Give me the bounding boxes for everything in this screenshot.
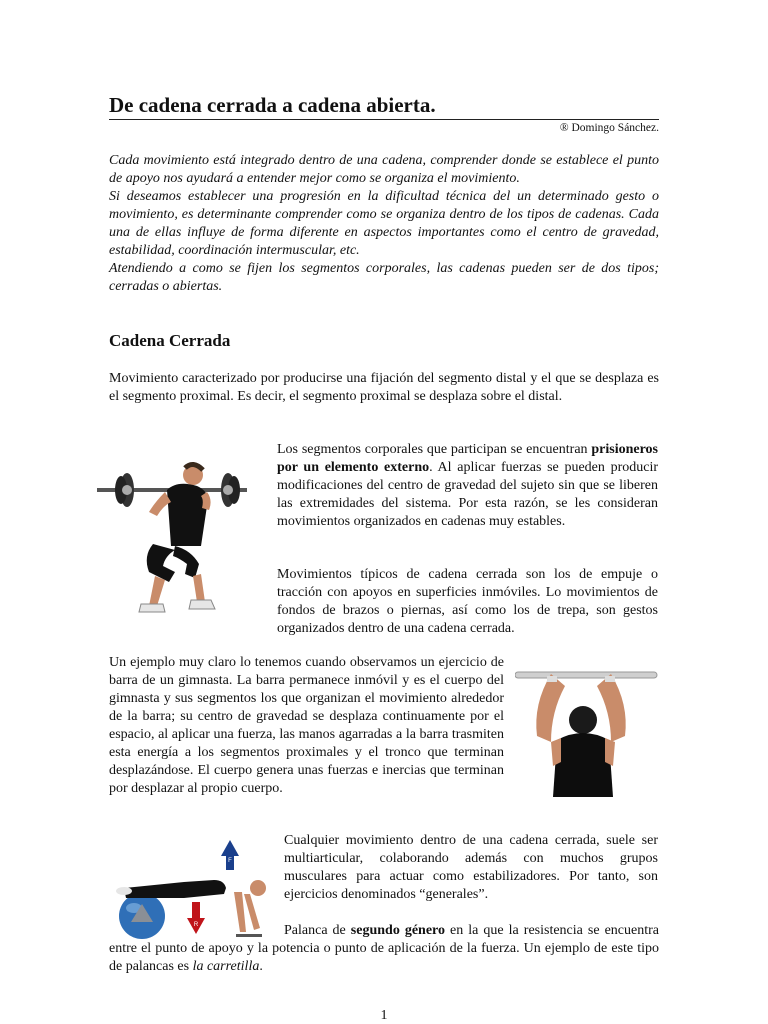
paragraph-text: en la que la resistencia se encuentra entre el punto de apoyo y la potencia o punto de aplicación de la fuerza. Un ejemplo de este tipo de palancas es [109, 923, 659, 974]
bar-hang-photo [515, 662, 660, 797]
paragraph-typical-movements: Movimientos típicos de cadena cerrada son los de empuje o tracción con apoyos en superficies inmóviles. Lo movimientos de fondos de brazos o piernas, así como los de trepa, son gestos organizados dentro de una cadena cerrada. [277, 567, 658, 636]
italic-phrase: la carretilla [192, 959, 260, 974]
paragraph-text: Palanca de [284, 923, 351, 938]
barbell-squat-illustration [95, 458, 250, 628]
barbell-squat-photo [95, 458, 250, 628]
arrow-down-label: R [193, 922, 199, 928]
document-title: De cadena cerrada a cadena abierta. [109, 93, 436, 117]
paragraph-gymnast-example: Un ejemplo muy claro lo tenemos cuando observamos un ejercicio de barra de un gimnasta. La barra permanece inmóvil y es el cuerpo del gimnasta y sus segmentos los que organizan el movimiento alrededor de la barra; su centro de gravedad se desplaza continuamente por el espacio, al aplicar una fuerza, las manos agarradas a la barra trasmiten esta energía a los segmentos proximales y el tronco que terminan desplazándose. El cuerpo genera unas fuerzas e inercias que terminan por desplazar al propio cuerpo. [109, 655, 504, 796]
paragraph-multiarticular: Cualquier movimiento dentro de una cadena cerrada, suele ser multiarticular, colaborando además con muchos grupos musculares para actuar como estabilizadores. Por tanto, son ejercicios denominados “generales”. [284, 833, 658, 902]
bold-phrase: prisioneros por un elemento externo [277, 442, 658, 475]
arrow-up-icon [221, 840, 239, 870]
paragraph-lever [109, 922, 659, 976]
paragraph-text: Los segmentos corporales que participan se encuentran [277, 442, 592, 457]
bold-phrase: segundo género [350, 923, 446, 938]
page-number: 1 [380, 1008, 388, 1023]
paragraph-external-element [277, 441, 658, 531]
paragraph-text: . Al aplicar fuerzas se pueden producir modificaciones del centro de gravedad del sujeto sin que se liberen las extremidades del sistema. Por esta razón, se les consideran movimientos organizados en cadenas muy estables. [277, 460, 658, 529]
section-heading: Cadena Cerrada [109, 331, 231, 350]
intro-paragraph: Si deseamos establecer una progresión en la dificultad técnica del un determinado gesto o movimiento, es determinante comprender como se organiza dentro de los tipos de cadenas. Cada una de ellas influye de forma diferente en aspectos importantes como el centro de gravedad, estabilidad, coordinación intermuscular, etc. [109, 189, 659, 258]
paragraph-text: . [259, 959, 263, 974]
arrow-up-label: F [228, 858, 232, 864]
title-underline [109, 119, 659, 120]
author-credit: ® Domingo Sánchez. [559, 122, 659, 134]
bar-hang-illustration [515, 662, 660, 797]
intro-block [109, 152, 659, 296]
paragraph-definition: Movimiento caracterizado por producirse una fijación del segmento distal y el que se desplaza es el segmento proximal. Es decir, el segmento proximal se desplaza sobre el distal. [109, 371, 659, 404]
intro-paragraph: Cada movimiento está integrado dentro de una cadena, comprender donde se establece el punto de apoyo nos ayudará a entender mejor como se organiza el movimiento. [109, 153, 659, 186]
intro-paragraph: Atendiendo a como se fijen los segmentos corporales, las cadenas pueden ser de dos tipos; cerradas o abiertas. [109, 261, 659, 294]
